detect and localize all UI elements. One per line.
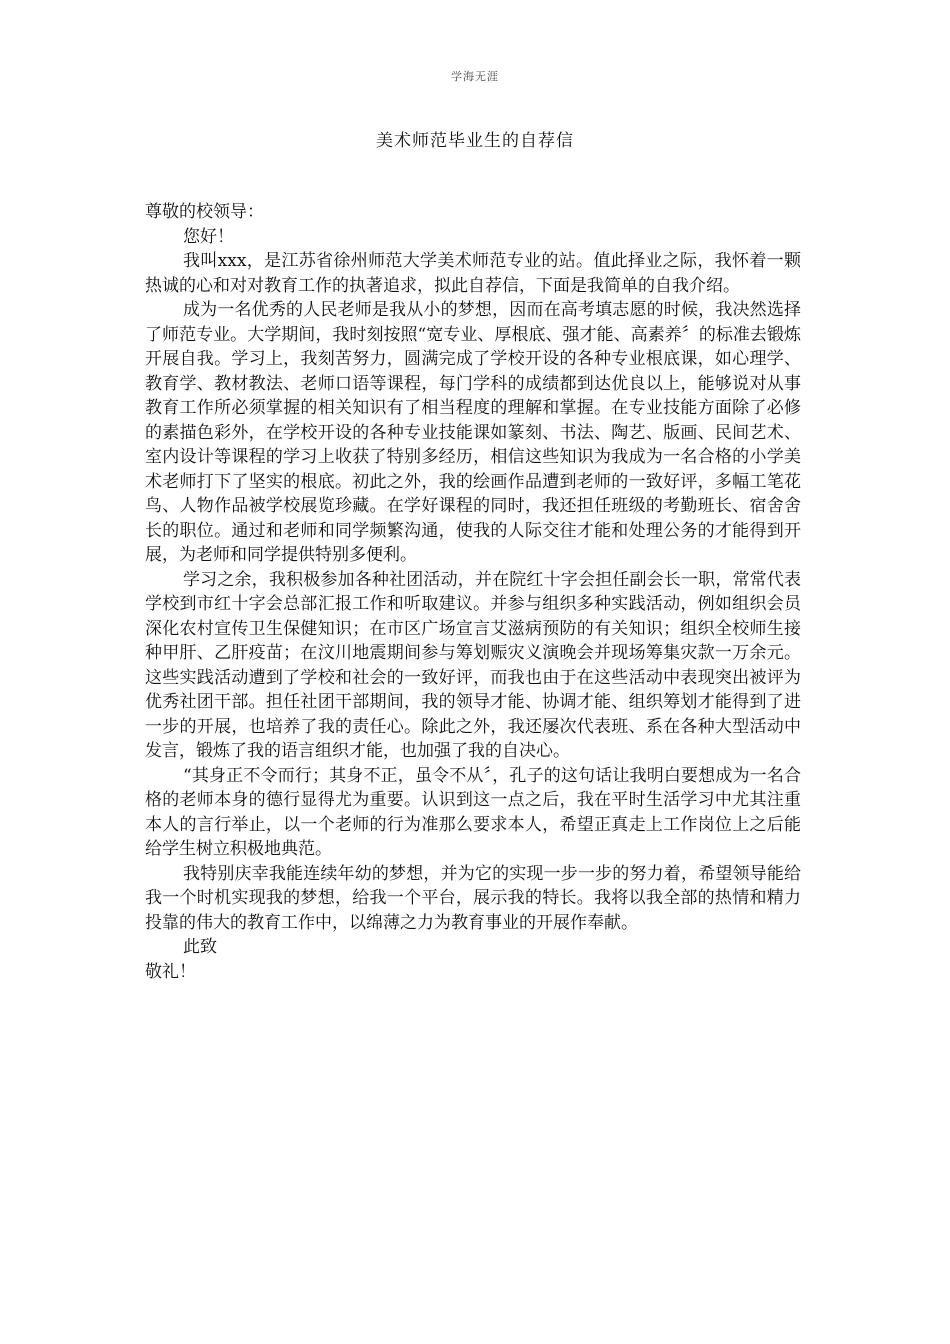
regards: 敬礼！ [145,961,196,982]
paragraph-hope: 我特别庆幸我能连续年幼的梦想，并为它的实现一步一步的努力着，希望领导能给我一个时机实现我的梦想，给我一个平台，展示我的特长。我将以我全部的热情和精力投靠的伟大的教育工作中，以绵薄之力为教育事业的开展作奉献。 [145,863,801,933]
greeting: 您好！ [183,226,234,247]
salutation: 尊敬的校领导： [145,202,264,222]
paragraph-activities: 学习之余，我积极参加各种社团活动，并在院红十字会担任副会长一职，常常代表学校到市红十字会总部汇报工作和听取建议。并参与组织多种实践活动，例如组织会员深化农村宣传卫生保健知识；在市区广场宣言艾滋病预防的有关知识；组织全校师生接种甲肝、乙肝疫苗；在汶川地震期间参与筹划赈灾义演晚会并现场筹集灾款一万余元。这些实践活动遭到了学校和社会的一致好评，而我也由于在这些活动中表现突出被评为优秀社团干部。担任社团干部期间，我的领导才能、协调才能、组织筹划才能得到了进一步的开展，也培养了我的责任心。除此之外，我还屡次代表班、系在各种大型活动中发言，锻炼了我的语言组织才能，也加强了我的自决心。 [145,569,801,761]
page-header: 学海无涯 [451,70,499,83]
closing: 此致 [183,937,217,957]
paragraph-study: 成为一名优秀的人民老师是我从小的梦想，因而在高考填志愿的时候，我决然选择了师范专业。大学期间，我时刻按照“宽专业、厚根底、强才能、高素养〞的标准去锻炼开展自我。学习上，我刻苦努力，圆满完成了学校开设的各种专业根底课，如心理学、教育学、教材教法、老师口语等课程，每门学科的成绩都到达优良以上，能够说对从事教育工作所必须掌握的相关知识有了相当程度的理解和掌握。在专业技能方面除了必修的素描色彩外，在学校开设的各种专业技能课如篆刻、书法、陶艺、版画、民间艺术、室内设计等课程的学习上收获了特别多经历，相信这些知识为我成为一名合格的小学美术老师打下了坚实的根底。初此之外，我的绘画作品遭到老师的一致好评，多幅工笔花鸟、人物作品被学校展览珍藏。在学好课程的同时，我还担任班级的考勤班长、宿舍舍长的职位。通过和老师和同学频繁沟通，使我的人际交往才能和处理公务的才能得到开展，为老师和同学提供特别多便利。 [145,300,801,565]
paragraph-morality: “其身正不令而行；其身不正，虽令不从〞，孔子的这句话让我明白要想成为一名合格的老师本身的德行显得尤为重要。认识到这一点之后，我在平时生活学习中尤其注重本人的言行举止，以一个老师的行为准那么要求本人，希望正真走上工作岗位上之后能给学生树立积极地典范。 [145,765,801,859]
letter-title: 美术师范毕业生的自荐信 [376,131,574,151]
letter-body [145,200,801,984]
paragraph-introduction: 我叫xxx，是江苏省徐州师范大学美术师范专业的站。值此择业之际，我怀着一颗热诚的心和对对教育工作的执著追求，拟此自荐信，下面是我简单的自我介绍。 [145,251,801,296]
